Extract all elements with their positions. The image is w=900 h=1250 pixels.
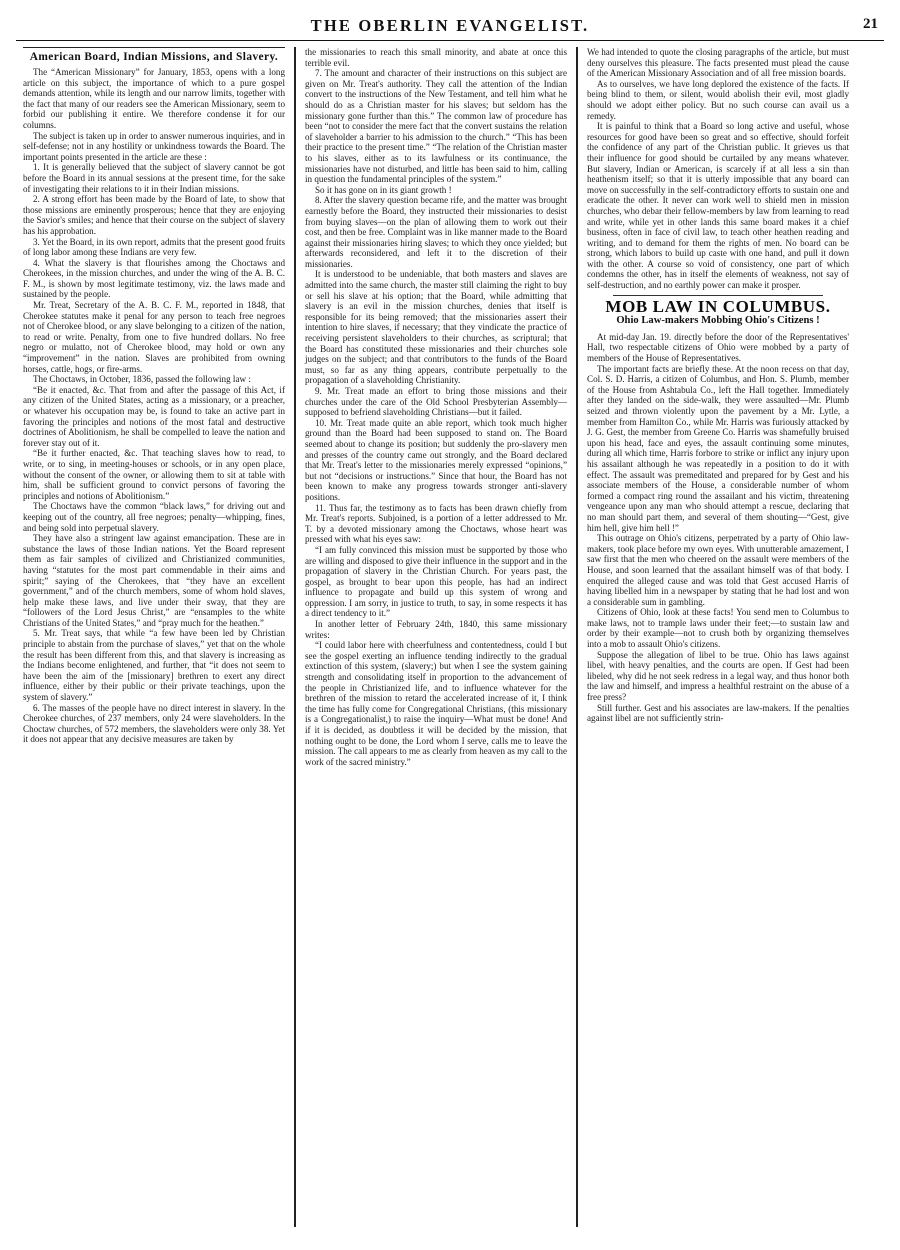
paragraph: the missionaries to reach this small minority, and abate at once this terrible evil. [305,47,567,68]
paragraph: The subject is taken up in order to answer numerous inquiries, and in self-defense; not in any hostility or unkindness towards the Board. The important points presented in the article are these : [23,130,285,162]
column-one [16,47,292,1227]
paragraph: 7. The amount and character of their instructions on this subject are given on Mr. Treat's authority. They call the attention of the Indian convert to the instructions of the New Testament, and tell him what he should do as a Christian master for his slaves; but seldom has the missionary gone further than this.” The common law of procedure has been “not to consider the mere fact that the convert sustains the relation of slaveholder a barrier to his admission to the church.” “This has been their practice to the present time.” “The relation of the Christian master to his slaves, either as to its lawfulness or its continuance, the missionaries have not disturbed, and little has been said to him, calling in question the fundamental principles of the system.” [305,68,567,185]
paragraph: It is understood to be undeniable, that both masters and slaves are admitted into the same church, the master still claiming the right to buy or sell his slave at his option; that the Board, while admitting that slavery is an evil in the mission churches, denies that itself is responsible for its being removed; that the missionaries assert their intention to hire slaves, if necessary; that they vindicate the practice of receiving persistent slaveholders to their churches, as scriptural; that the Board has constituted these missionaries and their churches sole judges on the subject; and that contributors to the funds of the Board must, so far as any thing appears, contribute perpetually to the propagation of a slaveholding Christianity. [305,269,567,386]
paragraph: The Choctaws have the common “black laws,” for driving out and keeping out of the country, all free negroes; penalty—whipping, fines, and being sold into perpetual slavery. [23,501,285,533]
paragraph: Still further. Gest and his associates are law-makers. If the penalties against libel are not sufficiently strin- [587,702,849,724]
column-three [580,47,856,1227]
paragraph-quote: “I could labor here with cheerfulness and contentedness, could I but see the gospel exerting an influence tending indirectly to the gradual extinction of this system, (slavery;) but when I see the system gaining strength and consolidating itself in proportion to the advancement of the people in Christianized life, and to influence whatever for the brethren of the mission to retard the accelerated increase of it, I think the time has fully come for Congregational Christians, (this missionary is a Congregationalist,) to raise the inquiry—What must be done! And if it is decided, as doubtless it will be decided by the mission, that nothing ought to be done, the Lord whom I serve, calls me to leave the mission. The call appears to me as clearly from heaven as my call to the work of the sacred ministry.” [305,640,567,767]
column-divider [294,47,296,1227]
column-two [298,47,574,1227]
page-number: 21 [863,16,878,32]
paragraph: In another letter of February 24th, 1840, this same missionary writes: [305,619,567,640]
paragraph: Citizens of Ohio, look at these facts! You send men to Columbus to make laws, not to trample laws under their feet;—to sustain law and order by their example—not to crush both by organizing themselves into a mob to assault Ohio's citizens. [587,607,849,650]
paragraph: 8. After the slavery question became rife, and the matter was brought earnestly before the Board, they instructed their missionaries to desist from buying slaves—on the plan of allowing them to work out their cost, and then be free. Complaint was in like manner made to the Board against their missionaries hiring slaves; to which they once yielded; but afterwards reconsidered, and left it to the discretion of their missionaries. [305,195,567,269]
paragraph: 2. A strong effort has been made by the Board of late, to show that those missions are eminently prosperous; hence that they are enjoying the Savior's smiles; and hence that their course on the subject of slavery has his approbation. [23,194,285,236]
paragraph: 11. Thus far, the testimony as to facts has been drawn chiefly from Mr. Treat's reports. Subjoined, is a portion of a letter addressed to Mr. T. by a devoted missionary among the Choctaws, whose heart was pressed with what his eyes saw: [305,502,567,545]
paragraph-quote: “Be it further enacted, &c. That teaching slaves how to read, to write, or to sing, in meeting-houses or schools, or in any open place, without the consent of the owner, or allowing them to sit at table with him, shall be sufficient ground to convict persons of favoring the principles and notions of Abolitionism.” [23,448,285,501]
paragraph: The important facts are briefly these. At the noon recess on that day, Col. S. D. Harris, a citizen of Columbus, and Hon. S. Plumb, member of the House from Ashtabula Co., left the Hall together. Immediately after they landed on the side-walk, they were assaulted—Mr. Plumb seized and thrown violently upon the pavement by a Mr. Lytle, a member from Hamilton Co., while Mr. Harris was furiously attacked by J. G. Gest, the member from Greene Co. Harris was shamefully bruised upon his head, face and eyes, the assault continuing some minutes, during all which time, Harris forbore to strike or inflict any injury upon his assailant although he was repeatedly in a position to do it with effect. The assault was premeditated and prepared for by Gest and his associate members of the House, a considerable number of whom formed a compact ring round the assailant and his victim, threatening vengeance upon any man who should attempt a rescue, declaring that no man should part them, and several of them shouting—“Gest, give him hell, give him hell !” [587,363,849,533]
paragraph: 10. Mr. Treat made quite an able report, which took much higher ground than the Board had been supposed to stand on. The Board seemed about to change its position; but suddenly the pro-slavery men and presses of the country came out strongly, and the Board declared that Mr. Treat's letter to the missionaries merely expressed “opinions,” but not “decisions or instructions.” Since that hour, the Board has not been known to make any progress towards stronger anti-slavery positions. [305,417,567,502]
paragraph: We had intended to quote the closing paragraphs of the article, but must deny ourselves this pleasure. The facts presented must plead the cause of the American Missionary Association and of all free mission boards. [587,47,849,79]
paragraph: 3. Yet the Board, in its own report, admits that the present good fruits of long labor among these Indians are very few. [23,236,285,258]
paragraph: This outrage on Ohio's citizens, perpetrated by a party of Ohio law-makers, took place before my own eyes. With unutterable amazement, I saw first that the men who cheered on the assault were members of the House, and soon learned that the assailant himself was of that body. I enquired the alleged cause and was told that Gest accused Harris of having libelled him in a newspaper by stating that he had lost and won a considerable sum in gambling. [587,533,849,607]
column-divider [576,47,578,1227]
paragraph: The Choctaws, in October, 1836, passed the following law : [33,374,251,385]
paragraph: At mid-day Jan. 19. directly before the door of the Representatives' Hall, two respectable citizens of Ohio were mobbed by a party of members of the House of Representatives. [587,331,849,364]
paragraph: 5. Mr. Treat says, that while “a few have been led by Christian principle to abstain from the purchase of slaves,” yet that on the whole the result has been different from this, and that slavery is increasing as the Indians become enlightened, and further, that “it does not seem to have been the aim of the [missionary] brethren to exert any direct influence, either by their public or their private teachings, upon the system of slavery.” [23,628,285,703]
paragraph: So it has gone on in its giant growth ! [315,184,452,195]
article-subtitle-mob-law: Ohio Law-makers Mobbing Ohio's Citizens ! [616,315,820,327]
paragraph: Mr. Treat, Secretary of the A. B. C. F. M., reported in 1848, that Cherokee statutes make it penal for any person to teach free negroes not of Cherokee blood, or any slave belonging to a citizen of the nation, to read or write. Penalty, from one to five hundred dollars. No free negro or mulatto, not of Cherokee blood, may hold or own any “improvement” in the nation. Slaves are prohibited from owning horses, cattle, hogs, or fire-arms. [23,300,285,374]
paragraph-quote: “Be it enacted, &c. That from and after the passage of this Act, if any citizen of the United States, acting as a missionary, or a preacher, or whatever his occupation may be, is found to take an active part in favoring the principles and notions of the most fatal and destructive doctrines of Abolitionism, he shall be compelled to leave the nation and forever stay out of it. [23,384,285,448]
paragraph: 1. It is generally believed that the subject of slavery cannot be got before the Board in its annual sessions at the present time, for the sake of investigating their relations to it in their Indian missions. [23,162,285,194]
divider-top-col1 [23,47,285,48]
masthead [16,14,884,41]
paragraph: The “American Missionary” for January, 1853, opens with a long article on this subject, the importance of which to a pure gospel demands attention, while its length and our narrow limits, together with the fact that many of our readers see the American Missionary, seem to forbid our publishing it entire. We therefore condense it for our columns. [23,67,285,130]
paragraph: 6. The masses of the people have no direct interest in slavery. In the Cherokee churches, of 237 members, only 24 were slaveholders. In the Choctaw churches, of 572 members, the slaveholders were only 38. Yet it does not appear that any decisive measures are taken by [23,702,285,745]
paragraph: They have also a stringent law against emancipation. These are in substance the laws of those Indian nations. Yet the Board represent them as fair samples of civilized and Christianized communities, having “statutes for the most part commendable in their aims and spirit;” saying of the Cherokees, that “they have an excellent government,” and of the church members, some of whom hold slaves, help make these laws, and live under their sway, that they are “followers of the Lord Jesus Christ,” are “ensamples to the white Christians of the United States,” and “pray much for the heathen.” [23,533,285,628]
columns-container [16,47,884,1227]
article-title-american-board: American Board, Indian Missions, and Slavery. [29,51,279,63]
paragraph: 4. What the slavery is that flourishes among the Choctaws and Cherokees, in the mission churches, and under the wing of the A. B. C. F. M., is shown by most legitimate testimony, viz. the laws made and sustained by the people. [23,257,285,300]
article-title-mob-law: MOB LAW IN COLUMBUS. [605,296,831,316]
paragraph: As to ourselves, we have long deplored the existence of the facts. If being blind to them, or silent, would abolish their evil, most gladly should we adopt either policy. But no such course can avail us a remedy. [587,78,849,121]
paragraph: It is painful to think that a Board so long active and useful, whose resources for good have been so great and so effective, should forfeit the confidence of any part of the Christian public. It grieves us that their influence for good should be curtailed by any means whatever. But slavery, Indian or American, is scarcely if at all less a sin than heathenism itself; so that it is utterly impossible that any board can move on successfully in the self-contradictory efforts to sustain one and eradicate the other. It never can work well to shield men in mission churches, who debar their fellow-members by law from learning to read and write, while yet in other lands this same board makes it a chief business, often in face of civil law, to teach other heathen reading and writing, and to demand for them the rights of men. No board can be strong, which labors to build up caste with one hand, and pull it down with the other. A course so void of consistency, one part of which condemns the other, has in itself the elements of weakness, not say of self-destruction, and no earthly power can make it prosper. [587,121,849,291]
paragraph: Suppose the allegation of libel to be true. Ohio has laws against libel, with heavy penalties, and the courts are open. If Gest had been libeled, why did he not seek redress in a legal way, and thus honor both the law and himself, and impress a healthful restraint on the abuse of a free press? [587,649,849,703]
divider-section [613,295,823,296]
masthead-title: THE OBERLIN EVANGELIST. [310,16,590,35]
paragraph-quote: “I am fully convinced this mission must be supported by those who are willing and disposed to give their influence in the support and in the propagation of slavery in the Christian Church. For years past, the gospel, as brought to bear upon this people, has had an indirect influence to propagate and build up this system of wrong and oppression. I am sorry, in justice to truth, to say, in some respects it has a direct tendency to it.” [305,544,567,619]
paragraph: 9. Mr. Treat made an effort to bring those missions and their churches under the care of the Old School Presbyterian Assembly—supposed to befriend slaveholding Christians—but it failed. [305,386,567,418]
